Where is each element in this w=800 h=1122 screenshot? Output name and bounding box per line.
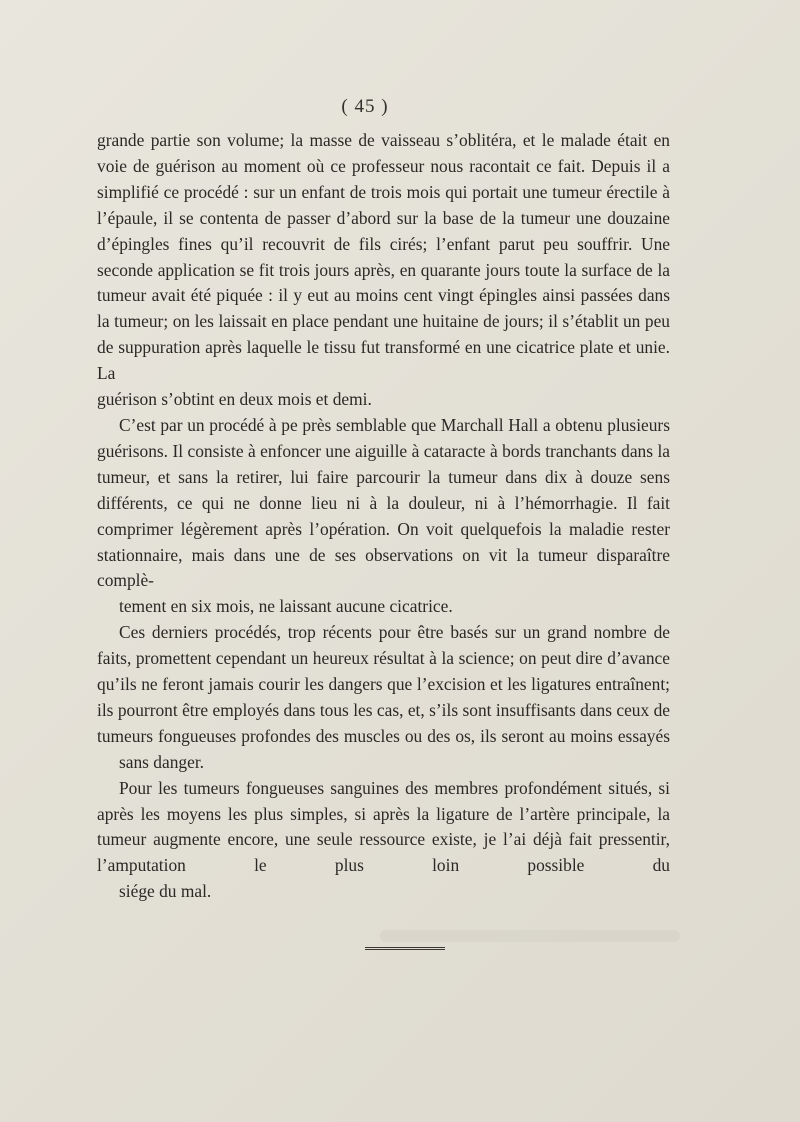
paragraph-4-body: Pour les tumeurs fongueuses sanguines des membres profondément situés, si après les moyens les plus simples, si après la ligature de l’artère principale, la tumeur augmente encore, une seule ressource existe, je l’ai déjà fait pressentir, l’amputation le plus loin possible du (97, 777, 670, 876)
body-text (97, 128, 670, 905)
paragraph-2-body: C’est par un procédé à pe près semblable que Marchall Hall a obtenu plusieurs guérisons. Il consiste à enfoncer une aiguille à cataracte à bords tranchants dans la tumeur, et sans la retirer, lui faire parcourir la tumeur dans dix à douze sens différents, ce qui ne donne lieu ni à la douleur, ni à l’hémorrhagie. Il fait comprimer légèrement après l’opération. On voit quelquefois la maladie rester stationnaire, mais dans une de ses observations on vit la tumeur disparaître complè- (97, 414, 670, 591)
paragraph-4-last-line: siége du mal. (119, 881, 212, 902)
paragraph-1-last-line: guérison s’obtint en deux mois et demi. (97, 389, 372, 410)
paragraph-2-last-line: tement en six mois, ne laissant aucune cicatrice. (119, 596, 453, 617)
end-rule (365, 947, 445, 950)
paragraph-1-body: grande partie son volume; la masse de vaisseau s’oblitéra, et le malade était en voie de guérison au moment où ce professeur nous racontait ce fait. Depuis il a simplifié ce procédé : sur un enfant de trois mois qui portait une tumeur érectile à l’épaule, il se contenta de passer d’abord sur la base de la tumeur une douzaine d’épingles fines qu’il recouvrit de fils cirés; l’enfant parut peu souffrir. Une seconde application se fit trois jours après, en quarante jours toute la surface de la tumeur avait été piquée : il y eut au moins cent vingt épingles ainsi passées dans la tumeur; on les laissait en place pendant une huitaine de jours; il s’établit un peu de suppuration après laquelle le tissu fut transformé en une cicatrice plate et unie. La (97, 130, 670, 384)
paragraph-4 (97, 776, 670, 906)
paragraph-2 (97, 413, 670, 620)
paragraph-1 (97, 128, 670, 413)
page-number: ( 45 ) (341, 96, 389, 117)
paragraph-3-last-line: sans danger. (119, 751, 204, 772)
paragraph-3 (97, 620, 670, 775)
paragraph-3-body: Ces derniers procédés, trop récents pour être basés sur un grand nombre de faits, promettent cependant un heureux résultat à la science; on peut dire d’avance qu’ils ne feront jamais courir les dangers que l’excision et les ligatures entraînent; ils pourront être employés dans tous les cas, et, s’ils sont insuffisants dans ceux de tumeurs fongueuses profondes des muscles ou des os, ils seront au moins essayés (97, 622, 670, 746)
bleed-through-mark (380, 930, 680, 942)
